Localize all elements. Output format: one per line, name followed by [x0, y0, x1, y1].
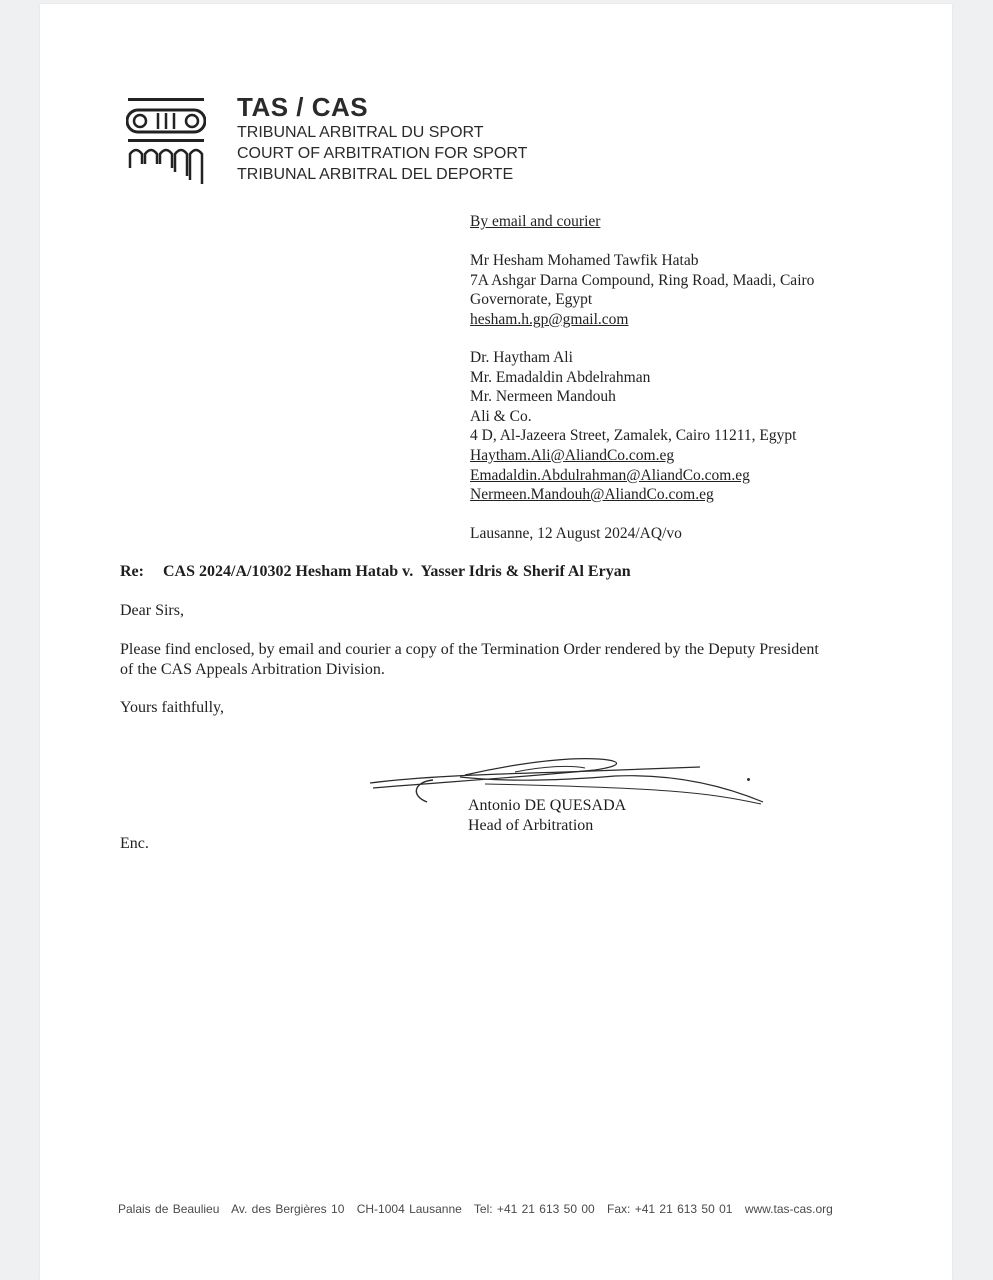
footer-website-link[interactable]: www.tas-cas.org [744, 1202, 833, 1216]
body-paragraph: Please find enclosed, by email and courier a copy of the Termination Order rendered by the Deputy President of the CAS Appeals Arbitration Division. [120, 641, 819, 678]
org-acronym: TAS / CAS [237, 92, 369, 122]
salutation: Dear Sirs, [120, 602, 184, 619]
counsel-email-link[interactable]: Emadaldin.Abdulrahman@AliandCo.com.eg [470, 466, 750, 484]
footer-city: CH-1004 Lausanne [356, 1202, 462, 1216]
footer-street: Av. des Bergières 10 [231, 1202, 345, 1216]
org-name-es: TRIBUNAL ARBITRAL DEL DEPORTE [237, 166, 514, 183]
letter-page [40, 4, 952, 1280]
cas-logo-icon [126, 96, 206, 188]
law-firm-name: Ali & Co. [470, 407, 532, 425]
counsel-name: Mr. Nermeen Mandouh [470, 388, 616, 406]
subject-line [120, 563, 631, 581]
delivery-method: By email and courier [470, 213, 601, 230]
counsel-email-link[interactable]: Haytham.Ali@AliandCo.com.eg [470, 446, 675, 464]
letterhead [237, 92, 527, 185]
recipient-address-line: Governorate, Egypt [470, 291, 593, 309]
enclosure-note: Enc. [120, 835, 149, 852]
subject-text: CAS 2024/A/10302 Hesham Hatab v. Yasser Idris & Sherif Al Eryan [163, 563, 631, 580]
signatory-title: Head of Arbitration [468, 816, 594, 834]
recipient-email-link[interactable]: hesham.h.gp@gmail.com [470, 310, 629, 328]
signatory-block [468, 796, 626, 835]
counsel-email-link[interactable]: Nermeen.Mandouh@AliandCo.com.eg [470, 486, 714, 504]
recipient-address-2 [470, 348, 796, 505]
place-date: Lausanne, 12 August 2024/AQ/vo [470, 525, 682, 542]
signatory-name: Antonio DE QUESADA [468, 797, 627, 814]
org-name-fr: TRIBUNAL ARBITRAL DU SPORT [237, 124, 484, 141]
footer-venue: Palais de Beaulieu [118, 1202, 220, 1216]
subject-label: Re: [120, 563, 144, 580]
footer-fax: Fax: +41 21 613 50 01 [607, 1202, 733, 1216]
counsel-name: Mr. Emadaldin Abdelrahman [470, 368, 651, 386]
counsel-name: Dr. Haytham Ali [470, 349, 573, 366]
org-name-en: COURT OF ARBITRATION FOR SPORT [237, 145, 528, 162]
closing: Yours faithfully, [120, 699, 225, 716]
letter-footer [118, 1202, 841, 1216]
law-firm-address: 4 D, Al-Jazeera Street, Zamalek, Cairo 11211, Egypt [470, 427, 797, 445]
ink-dot [747, 778, 750, 781]
recipient-address-1 [470, 251, 814, 329]
recipient-address-line: 7A Ashgar Darna Compound, Ring Road, Maadi, Cairo [470, 271, 815, 289]
recipient-name: Mr Hesham Mohamed Tawfik Hatab [470, 252, 699, 269]
footer-phone: Tel: +41 21 613 50 00 [473, 1202, 595, 1216]
